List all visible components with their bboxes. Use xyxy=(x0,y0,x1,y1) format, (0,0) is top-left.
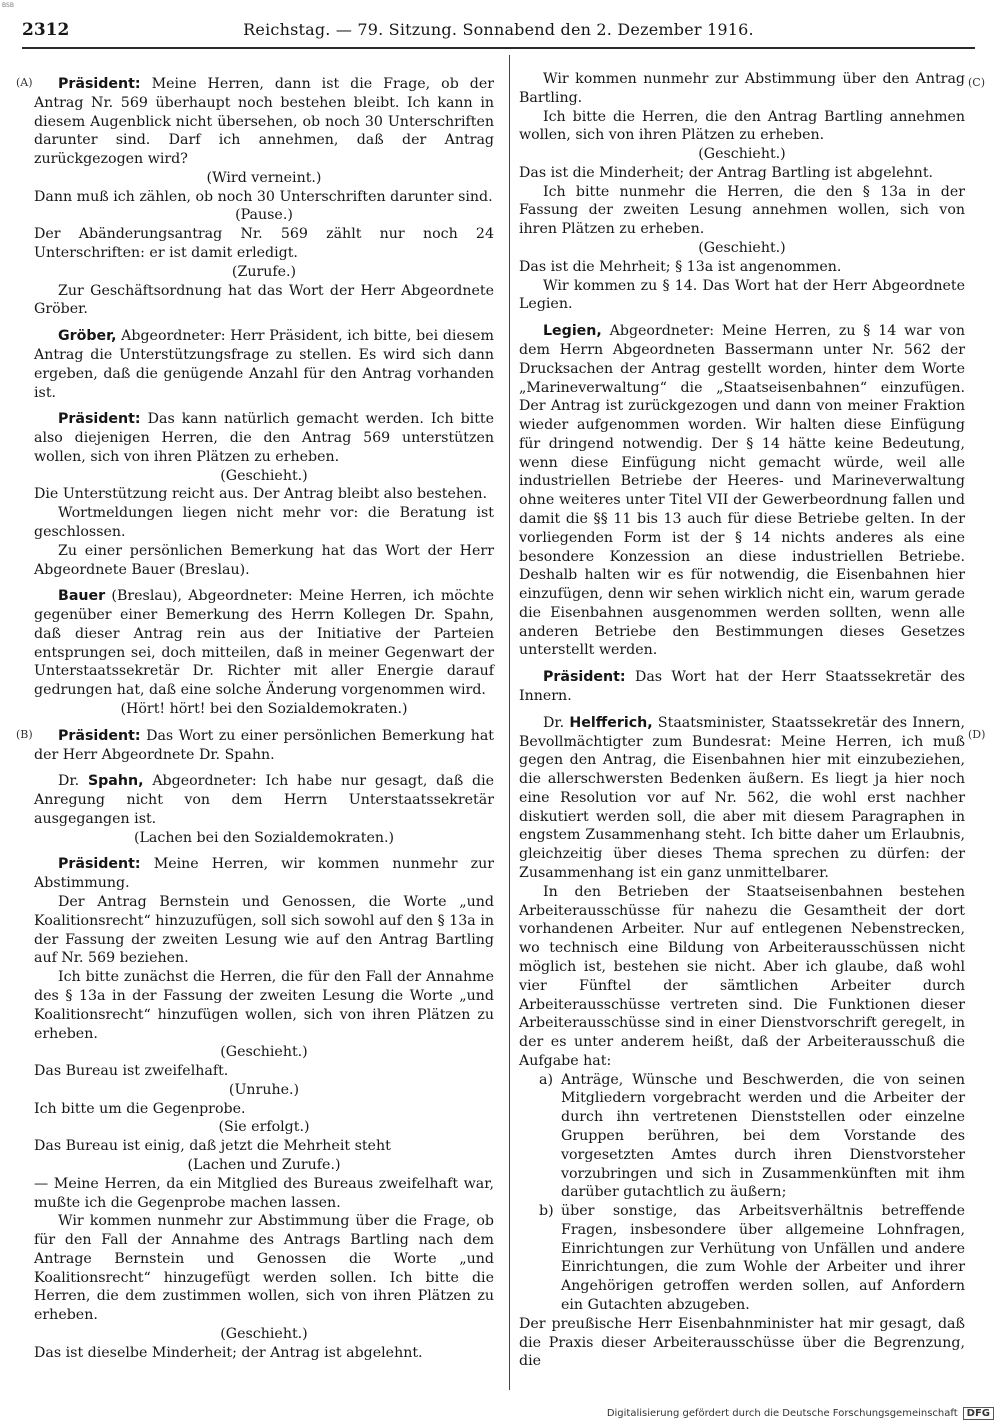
list-item-text: über sonstige, das Arbeitsverhältnis betreffende Fragen, insbesondere über allgemeine Lohnfragen, Einrichtungen zur Verhütung von Unfällen und andere Einrichtungen, die zum Wohle der Arbeiter und ihrer Angehörigen getroffen werden sollen, auf Anfordern ein Gutachten abzugeben. xyxy=(561,1203,965,1313)
left-text-column xyxy=(34,67,494,1363)
speaker-name: Spahn, xyxy=(87,773,144,790)
paragraph-text: Wir kommen nunmehr zur Abstimmung über den Antrag Bartling. xyxy=(519,71,965,106)
paragraph xyxy=(519,164,965,183)
stage-direction: (Sie erfolgt.) xyxy=(218,1119,310,1136)
paragraph xyxy=(34,225,494,263)
margin-letter-b: (B) xyxy=(16,728,33,741)
paragraph-text: Das ist die Minderheit; der Antrag Bartling ist abgelehnt. xyxy=(519,164,934,181)
paragraph-text: Ich bitte zunächst die Herren, die für den Fall der Annahme des § 13a in der Fassung der zweiten Lesung die Worte „und Koalitionsrecht“ hinzufügen wollen, sich von ihren Plätzen zu erheben. xyxy=(34,969,494,1042)
speaker-name: Präsident: xyxy=(543,669,626,686)
column-divider xyxy=(509,55,510,1390)
paragraph xyxy=(519,108,965,146)
speaker-name: Präsident: xyxy=(58,76,141,92)
paragraph-text: Das Bureau ist zweifelhaft. xyxy=(34,1063,229,1080)
paragraph-text: In den Betrieben der Staatseisenbahnen bestehen Arbeiterausschüsse für nahezu die Gesamtheit der dort vorhandenen Arbeiter. Nur auf entlegenen Nebenstrecken, wo technisch eine Bildung von Arbeiterausschüssen nicht möglich ist, bestehen sie nicht. Aber ich glaube, daß wohl vier Fünftel der sämtlichen Arbeiter durch Arbeiterausschüsse vertreten sind. Die Funktionen dieser Arbeiterausschüsse sind in einer Dienstvorschrift geregelt, in der es unter anderem heißt, daß der Arbeiterausschuß die Aufgabe hat: xyxy=(519,883,965,1069)
speaker-role: Abgeordneter: xyxy=(609,323,715,340)
paragraph xyxy=(34,188,494,207)
paragraph xyxy=(34,1062,494,1081)
speech-paragraph xyxy=(34,855,494,893)
paragraph-text: Wir kommen zu § 14. Das Wort hat der Herr Abgeordnete Legien. xyxy=(519,277,965,313)
stage-direction: (Pause.) xyxy=(235,207,293,224)
speech-paragraph xyxy=(34,772,494,828)
paragraph-text: Zu einer persönlichen Bemerkung hat das Wort der Herr Abgeordnete Bauer (Breslau). xyxy=(34,542,494,578)
paragraph-text: Meine Herren, zu § 14 war von dem Herrn Abgeordneten Bassermann unter Nr. 562 der Drucksachen der Antrag gestellt worden, hinter dem Worte „Marineverwaltung“ die „Staatseisenbahnen“ einzufügen. Der Antrag ist zurückgezogen und dann von meiner Fraktion wieder aufgenommen worden. Wir halten diese Einfügung für dringend notwendig. Der § 14 hätte keine Bedeutung, wenn diese Einfügung nicht gemacht würde, weil alle industriellen Betriebe der Heeres- und Marineverwaltung ohne weiteres unter Titel VII der Gewerbeordnung fallen und damit die §§ 11 bis 13 auch für diese Betriebe gelten. In der vorliegenden Form ist der § 14 nichts anderes als eine besondere Konzession an diese industriellen Betriebe. Deshalb halten wir es für notwendig, die Eisenbahnen hier einzufügen, denn wir sehen wirklich nicht ein, warum gerade die Eisenbahnen ausgenommen werden sollten, wenn alle anderen Betriebe den Bestimmungen dieses Gesetzes unterstellt werden. xyxy=(519,323,965,659)
speaker-name: Präsident: xyxy=(58,727,141,744)
speaker-role: Abgeordneter: xyxy=(121,328,226,345)
list-item xyxy=(539,1071,965,1202)
speaker-name: Helfferich, xyxy=(569,714,653,731)
stage-direction: (Wird verneint.) xyxy=(206,169,322,186)
dfg-logo: DFG xyxy=(963,1407,994,1420)
paragraph-text: Die Unterstützung reicht aus. Der Antrag bleibt also bestehen. xyxy=(34,486,488,503)
stage-direction: (Geschieht.) xyxy=(698,146,786,163)
paragraph-text: Zur Geschäftsordnung hat das Wort der Herr Abgeordnete Gröber. xyxy=(34,282,494,318)
paragraph xyxy=(519,883,965,1071)
paragraph xyxy=(519,183,965,239)
paragraph-text: Herr Präsident, ich bitte, bei diesem Antrag die Unterstützungsfrage zu stellen. Es wird sich dann ergeben, daß die genügende Anzahl für den Antrag vorhanden ist. xyxy=(34,328,495,401)
speech-paragraph xyxy=(519,714,965,883)
list-item xyxy=(539,1202,965,1315)
paragraph xyxy=(34,1212,494,1325)
paragraph-text: Das Bureau ist einig, daß jetzt die Mehrheit steht xyxy=(34,1138,391,1155)
speaker-prefix: Dr. xyxy=(543,714,565,731)
stage-direction: (Lachen bei den Sozialdemokraten.) xyxy=(133,829,395,846)
paragraph-text: Ich bitte um die Gegenprobe. xyxy=(34,1100,246,1117)
funding-note: Digitalisierung gefördert durch die Deutsche Forschungsgemeinschaft xyxy=(606,1408,958,1419)
paragraph xyxy=(519,1315,965,1371)
library-mark: BSB xyxy=(2,2,14,9)
paragraph-text: Das ist die Mehrheit; § 13a ist angenommen. xyxy=(519,258,842,275)
speech-paragraph xyxy=(34,727,494,765)
right-text-column xyxy=(519,70,965,1371)
speaker-role: (Breslau), Abgeordneter: xyxy=(111,588,293,605)
speaker-name: Präsident: xyxy=(58,856,141,873)
paragraph-text: Meine Herren, wir kommen nunmehr zur Abstimmung. xyxy=(34,856,494,892)
paragraph xyxy=(34,1100,494,1119)
speech-paragraph xyxy=(34,327,494,402)
stage-direction: (Unruhe.) xyxy=(228,1081,300,1098)
paragraph-text: Der Antrag Bernstein und Genossen, die Worte „und Koalitionsrecht“ hinzuzufügen, soll sich sowohl auf den § 13a in der Fassung der zweiten Lesung wie auf den Antrag Bartling auf Nr. 569 beziehen. xyxy=(34,894,494,967)
speaker-name: Präsident: xyxy=(58,411,141,428)
paragraph xyxy=(34,542,494,580)
paragraph xyxy=(519,277,965,315)
speech-paragraph xyxy=(34,587,494,700)
paragraph xyxy=(34,1344,494,1363)
enumerated-list xyxy=(539,1071,965,1315)
stage-direction: (Hört! hört! bei den Sozialdemokraten.) xyxy=(120,701,408,717)
paragraph-text: Meine Herren, ich muß gegen den Antrag, die Eisenbahnen hier mit einzubeziehen, die allerschwersten Bedenken äußern. Es liegt ja hier noch eine Resolution vor auf Nr. 562, die wohl erst nachher diskutiert werden soll, die aber mit diesem Paragraphen in engstem Zusammenhang steht. Ich bitte daher um Erlaubnis, gleichzeitig über dieses Thema sprechen zu dürfen: der Zusammenhang ist ein ganz unmittelbarer. xyxy=(519,733,965,882)
paragraph-text: Wortmeldungen liegen nicht mehr vor: die Beratung ist geschlossen. xyxy=(34,505,494,540)
paragraph-text: Das Wort hat der Herr Staatssekretär des Innern. xyxy=(519,669,965,704)
paragraph-text: Meine Herren, ich möchte gegenüber einer Bemerkung des Herrn Kollegen Dr. Spahn, daß dieser Antrag rein aus der Initiative der Parteien entsprungen sei, doch mitteilen, daß in meiner Gegenwart der Unterstaatssekretär Dr. Richter mit aller Energie darauf gedrungen hat, daß eine solche Änderung vorgenommen wird. xyxy=(34,588,495,699)
speaker-role: Staatsminister, Staatssekretär des Innern, Bevollmächtigter zum Bundesrat: xyxy=(519,714,965,750)
paragraph-text: Der Abänderungsantrag Nr. 569 zählt nur noch 24 Unterschriften: er ist damit erledigt. xyxy=(34,226,494,262)
paragraph xyxy=(34,485,494,504)
page-footer xyxy=(607,1407,994,1420)
stage-direction: (Geschieht.) xyxy=(698,240,786,257)
paragraph xyxy=(34,968,494,1043)
paragraph xyxy=(519,258,965,277)
list-item-label: b) xyxy=(539,1203,554,1220)
list-item-label: a) xyxy=(539,1071,553,1088)
paragraph-text: Ich bitte die Herren, die den Antrag Bartling annehmen wollen, sich von ihren Plätzen zu erheben. xyxy=(519,108,965,144)
stage-direction: (Lachen und Zurufe.) xyxy=(187,1156,341,1173)
speech-paragraph xyxy=(519,322,965,660)
stage-direction: (Geschieht.) xyxy=(220,1044,308,1061)
list-item-text: Anträge, Wünsche und Beschwerden, die von seinen Mitgliedern vorgebracht werden und die Arbeiter der durch ihn vertretenen Dienststellen oder einzelne Gruppen berühren, bei dem Vorstande des vorgesetzten Amtes durch ihren Dienstvorsteher vorzubringen und sich in Zusammenkünften mit ihm darüber gutachtlich zu äußern; xyxy=(561,1071,965,1201)
speaker-name: Legien, xyxy=(543,323,602,340)
margin-letter-c: (C) xyxy=(968,76,985,89)
paragraph-text: Das Wort zu einer persönlichen Bemerkung hat der Herr Abgeordnete Dr. Spahn. xyxy=(34,727,494,763)
page-header xyxy=(22,18,975,44)
paragraph-text: Das kann natürlich gemacht werden. Ich bitte also diejenigen Herren, die den Antrag 569 unterstützen wollen, sich von ihren Plätzen zu erheben. xyxy=(34,411,495,465)
header-rule xyxy=(22,47,975,49)
speech-paragraph xyxy=(34,75,494,169)
margin-letter-a: (A) xyxy=(16,76,33,89)
paragraph-text: Das ist dieselbe Minderheit; der Antrag ist abgelehnt. xyxy=(34,1344,423,1361)
speaker-name: Bauer xyxy=(58,588,106,605)
stage-direction: (Geschieht.) xyxy=(220,467,308,484)
paragraph xyxy=(34,504,494,542)
speaker-prefix: Dr. xyxy=(58,773,80,790)
paragraph-text: Ich bitte nunmehr die Herren, die den § 13a in der Fassung der zweiten Lesung annehmen wollen, sich von ihren Plätzen zu erheben. xyxy=(519,183,965,238)
stage-direction: (Zurufe.) xyxy=(231,263,297,280)
speaker-name: Gröber, xyxy=(58,328,117,345)
paragraph-text: Ich habe nur gesagt, daß die Anregung nicht von dem Herrn Unterstaatssekretär ausgegangen ist. xyxy=(34,773,495,827)
paragraph-text: Wir kommen nunmehr zur Abstimmung über die Frage, ob für den Fall der Annahme des Antrags Bartling nach dem Antrage Bernstein und Genossen die Worte „und Koalitionsrecht“ hinzugefügt werden sollen. Ich bitte die Herren, die dem zustimmen wollen, sich von ihren Plätzen zu erheben. xyxy=(34,1213,494,1324)
paragraph-text: Meine Herren, dann ist die Frage, ob der Antrag Nr. 569 überhaupt noch bestehen bleibt. Ich kann in diesem Augenblick nicht übersehen, ob noch 30 Unterschriften darunter sind. Darf ich annehmen, daß der Antrag zurückgezogen wird? xyxy=(34,76,494,168)
speech-paragraph xyxy=(519,668,965,706)
speaker-role: Abgeordneter: xyxy=(152,773,257,790)
paragraph-text: Dann muß ich zählen, ob noch 30 Unterschriften darunter sind. xyxy=(34,188,493,205)
page-number: 2312 xyxy=(22,20,70,40)
paragraph-text: — Meine Herren, da ein Mitglied des Bureaus zweifelhaft war, mußte ich die Gegenprobe machen lassen. xyxy=(34,1175,494,1211)
stage-direction: (Geschieht.) xyxy=(220,1326,308,1342)
paragraph xyxy=(34,282,494,320)
paragraph xyxy=(34,893,494,968)
paragraph-text: Der preußische Herr Eisenbahnminister hat mir gesagt, daß die Praxis dieser Arbeiterausschüsse über die Begrenzung, die xyxy=(519,1315,965,1370)
paragraph xyxy=(519,70,965,108)
margin-letter-d: (D) xyxy=(968,728,986,741)
speech-paragraph xyxy=(34,410,494,466)
paragraph xyxy=(34,1137,494,1156)
running-title: Reichstag. — 79. Sitzung. Sonnabend den 2. Dezember 1916. xyxy=(243,20,754,39)
paragraph xyxy=(34,1175,494,1213)
